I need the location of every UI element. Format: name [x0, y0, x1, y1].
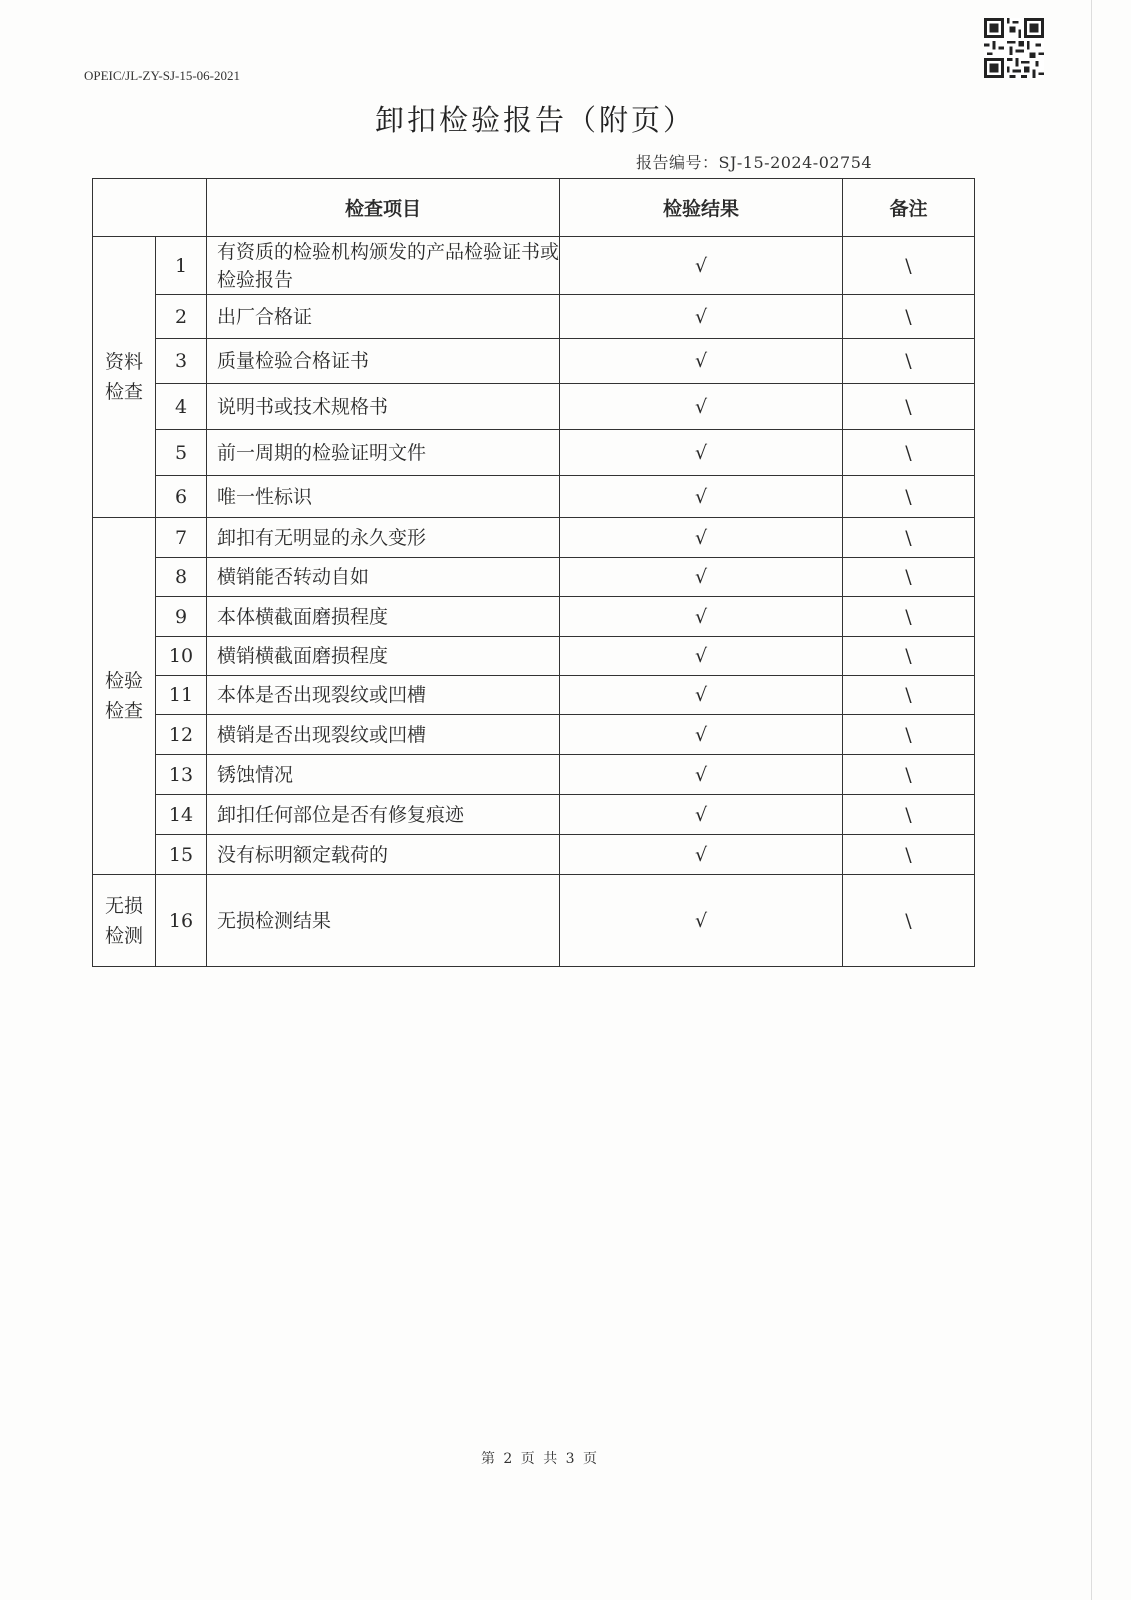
row-result: √	[560, 518, 843, 558]
row-item: 质量检验合格证书	[207, 339, 560, 384]
row-item: 出厂合格证	[207, 295, 560, 339]
row-number: 11	[156, 676, 207, 715]
report-number-label: 报告编号：	[636, 153, 719, 172]
table-row	[93, 795, 975, 835]
row-item: 唯一性标识	[207, 476, 560, 518]
row-result: √	[560, 597, 843, 637]
category-cell	[93, 875, 156, 967]
row-result: √	[560, 715, 843, 755]
header-result: 检验结果	[560, 179, 843, 237]
table-row	[93, 597, 975, 637]
row-number: 7	[156, 518, 207, 558]
row-note: \	[843, 295, 975, 339]
row-note: \	[843, 430, 975, 476]
row-item: 锈蚀情况	[207, 755, 560, 795]
row-result: √	[560, 875, 843, 967]
header-item: 检查项目	[207, 179, 560, 237]
row-number: 15	[156, 835, 207, 875]
row-result: √	[560, 339, 843, 384]
row-number: 2	[156, 295, 207, 339]
row-result: √	[560, 295, 843, 339]
row-note: \	[843, 835, 975, 875]
row-note: \	[843, 384, 975, 430]
row-note: \	[843, 558, 975, 597]
row-item: 本体是否出现裂纹或凹槽	[207, 676, 560, 715]
row-item: 横销横截面磨损程度	[207, 637, 560, 676]
document-code: OPEIC/JL-ZY-SJ-15-06-2021	[84, 68, 240, 83]
row-item: 横销能否转动自如	[207, 558, 560, 597]
row-result: √	[560, 476, 843, 518]
category-label: 无损检测	[104, 894, 143, 947]
row-item: 说明书或技术规格书	[207, 384, 560, 430]
row-note: \	[843, 237, 975, 295]
row-item: 本体横截面磨损程度	[207, 597, 560, 637]
table-header-row	[93, 179, 975, 237]
category-label: 资料检查	[104, 351, 143, 403]
row-note: \	[843, 518, 975, 558]
row-item: 卸扣任何部位是否有修复痕迹	[207, 795, 560, 835]
row-item: 没有标明额定载荷的	[207, 835, 560, 875]
report-number	[636, 150, 872, 173]
row-item: 横销是否出现裂纹或凹槽	[207, 715, 560, 755]
table-row	[93, 637, 975, 676]
header-blank-cell	[93, 179, 207, 237]
table-row	[93, 875, 975, 967]
row-note: \	[843, 715, 975, 755]
category-cell	[93, 237, 156, 518]
table-row	[93, 676, 975, 715]
row-note: \	[843, 676, 975, 715]
report-title: 卸扣检验报告（附页）	[374, 103, 695, 137]
row-number: 16	[156, 875, 207, 967]
category-label: 检验检查	[104, 670, 143, 722]
row-note: \	[843, 597, 975, 637]
table-row	[93, 755, 975, 795]
table-row	[93, 715, 975, 755]
table-row	[93, 295, 975, 339]
row-number: 4	[156, 384, 207, 430]
category-cell	[93, 518, 156, 875]
header-note: 备注	[843, 179, 975, 237]
row-note: \	[843, 875, 975, 967]
row-result: √	[560, 430, 843, 476]
qr-code	[983, 18, 1045, 78]
inspection-table	[92, 178, 975, 967]
row-number: 14	[156, 795, 207, 835]
row-result: √	[560, 676, 843, 715]
row-note: \	[843, 637, 975, 676]
table-row	[93, 558, 975, 597]
row-number: 10	[156, 637, 207, 676]
table-row	[93, 835, 975, 875]
row-note: \	[843, 795, 975, 835]
row-item: 卸扣有无明显的永久变形	[207, 518, 560, 558]
row-number: 3	[156, 339, 207, 384]
row-item: 前一周期的检验证明文件	[207, 430, 560, 476]
row-result: √	[560, 384, 843, 430]
table-row	[93, 237, 975, 295]
row-number: 13	[156, 755, 207, 795]
row-result: √	[560, 835, 843, 875]
table-row	[93, 518, 975, 558]
row-result: √	[560, 637, 843, 676]
row-note: \	[843, 339, 975, 384]
row-result: √	[560, 795, 843, 835]
row-number: 5	[156, 430, 207, 476]
table-row	[93, 430, 975, 476]
row-item: 无损检测结果	[207, 875, 560, 967]
row-result: √	[560, 755, 843, 795]
report-number-value: SJ-15-2024-02754	[718, 153, 873, 172]
row-number: 9	[156, 597, 207, 637]
table-row	[93, 339, 975, 384]
row-number: 1	[156, 237, 207, 295]
row-number: 8	[156, 558, 207, 597]
row-item: 有资质的检验机构颁发的产品检验证书或检验报告	[207, 237, 560, 295]
table-row	[93, 384, 975, 430]
page-edge-line	[1091, 0, 1092, 1600]
row-number: 6	[156, 476, 207, 518]
page-footer: 第 2 页 共 3 页	[480, 1451, 600, 1467]
row-result: √	[560, 558, 843, 597]
table-row	[93, 476, 975, 518]
row-number: 12	[156, 715, 207, 755]
row-note: \	[843, 476, 975, 518]
row-note: \	[843, 755, 975, 795]
row-result: √	[560, 237, 843, 295]
